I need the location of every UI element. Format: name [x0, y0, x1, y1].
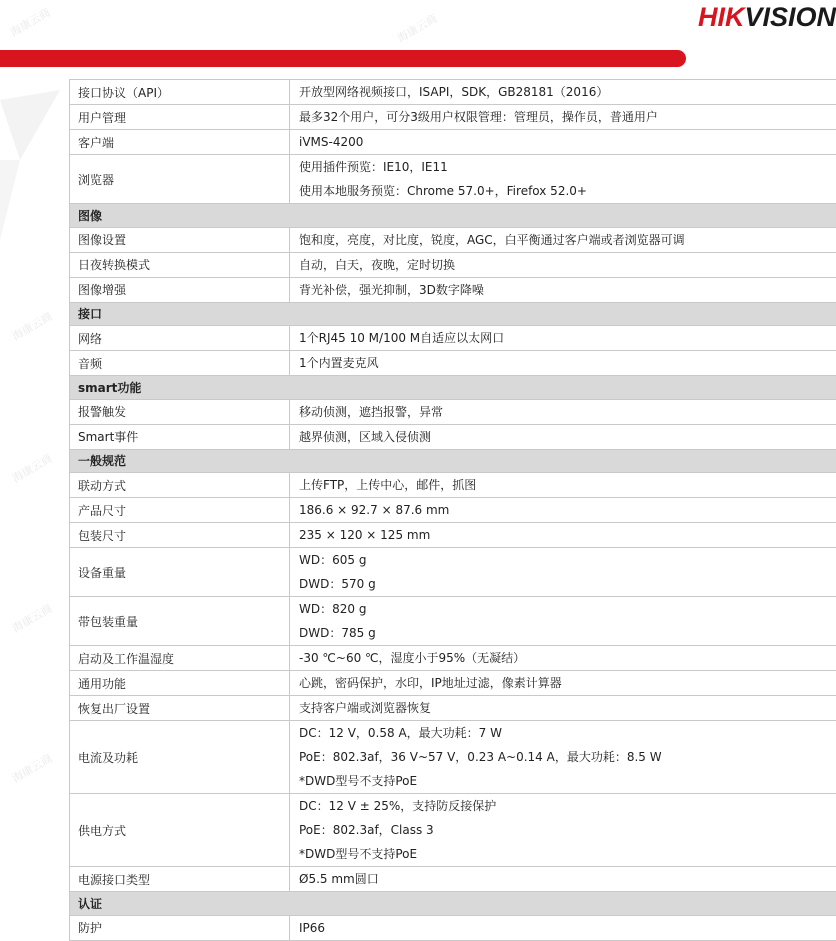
- spec-row: [70, 548, 836, 597]
- spec-value-line: 越界侦测，区域入侵侦测: [299, 425, 836, 449]
- spec-value-line: WD：820 g: [299, 597, 836, 621]
- spec-value: [290, 696, 836, 721]
- section-title: 接口: [70, 302, 836, 326]
- spec-value: [290, 523, 836, 548]
- spec-row: [70, 252, 836, 277]
- spec-value: [290, 721, 836, 794]
- spec-row: [70, 105, 836, 130]
- spec-value-line: 1个内置麦克风: [299, 351, 836, 375]
- spec-row: [70, 277, 836, 302]
- spec-row: [70, 646, 836, 671]
- spec-value-line: *DWD型号不支持PoE: [299, 769, 836, 793]
- spec-value-line: 最多32个用户，可分3级用户权限管理：管理员，操作员，普通用户: [299, 105, 836, 129]
- spec-value: [290, 80, 836, 105]
- spec-label: 产品尺寸: [70, 498, 290, 523]
- spec-value: [290, 252, 836, 277]
- spec-value: [290, 326, 836, 351]
- hikvision-logo: HIKVISION: [698, 2, 836, 33]
- spec-label: 日夜转换模式: [70, 252, 290, 277]
- spec-value-line: *DWD型号不支持PoE: [299, 842, 836, 866]
- spec-value-line: iVMS-4200: [299, 130, 836, 154]
- spec-value: [290, 105, 836, 130]
- spec-label: Smart事件: [70, 424, 290, 449]
- spec-row: [70, 424, 836, 449]
- spec-value-line: 心跳，密码保护，水印，IP地址过滤，像素计算器: [299, 671, 836, 695]
- section-title: 认证: [70, 892, 836, 916]
- spec-row: [70, 130, 836, 155]
- spec-value: [290, 130, 836, 155]
- spec-value-line: 235 × 120 × 125 mm: [299, 523, 836, 547]
- spec-row: [70, 155, 836, 204]
- spec-value-line: 开放型网络视频接口，ISAPI，SDK，GB28181（2016）: [299, 80, 836, 104]
- spec-label: 报警触发: [70, 399, 290, 424]
- spec-value: [290, 915, 836, 940]
- spec-value-line: 饱和度，亮度，对比度，锐度，AGC，白平衡通过客户端或者浏览器可调: [299, 228, 836, 252]
- spec-value-line: 使用本地服务预览：Chrome 57.0+，Firefox 52.0+: [299, 179, 836, 203]
- spec-label: 供电方式: [70, 794, 290, 867]
- spec-row: [70, 399, 836, 424]
- spec-value: [290, 646, 836, 671]
- spec-value-line: 1个RJ45 10 M/100 M自适应以太网口: [299, 326, 836, 350]
- spec-value-line: DWD：785 g: [299, 621, 836, 645]
- spec-value-line: WD：605 g: [299, 548, 836, 572]
- spec-label: 防护: [70, 915, 290, 940]
- spec-label: 网络: [70, 326, 290, 351]
- spec-value: [290, 671, 836, 696]
- spec-value: [290, 424, 836, 449]
- spec-value-line: DC：12 V ± 25%，支持防反接保护: [299, 794, 836, 818]
- spec-row: [70, 473, 836, 498]
- spec-value-line: PoE：802.3af，36 V~57 V，0.23 A~0.14 A，最大功耗：8.5 W: [299, 745, 836, 769]
- spec-value-line: 自动，白天，夜晚，定时切换: [299, 253, 836, 277]
- section-title: smart功能: [70, 376, 836, 400]
- spec-value-line: Ø5.5 mm圆口: [299, 867, 836, 891]
- spec-value-line: IP66: [299, 916, 836, 940]
- spec-value: [290, 597, 836, 646]
- spec-row: [70, 794, 836, 867]
- spec-label: 包装尺寸: [70, 523, 290, 548]
- spec-label: 电流及功耗: [70, 721, 290, 794]
- spec-value: [290, 548, 836, 597]
- spec-label: 图像设置: [70, 227, 290, 252]
- spec-value-line: 使用插件预览：IE10，IE11: [299, 155, 836, 179]
- spec-value: [290, 227, 836, 252]
- spec-value: [290, 473, 836, 498]
- watermark: 海康云商: [9, 750, 55, 786]
- watermark: 海康云商: [7, 4, 53, 40]
- spec-row: [70, 597, 836, 646]
- spec-value-line: -30 ℃~60 ℃，湿度小于95%（无凝结）: [299, 646, 836, 670]
- decorative-shape: [0, 70, 70, 270]
- spec-label: 带包装重量: [70, 597, 290, 646]
- spec-label: 电源接口类型: [70, 867, 290, 892]
- spec-value-line: 186.6 × 92.7 × 87.6 mm: [299, 498, 836, 522]
- watermark: 海康云商: [9, 450, 55, 486]
- spec-value-line: 上传FTP，上传中心，邮件，抓图: [299, 473, 836, 497]
- watermark: 海康云商: [394, 10, 440, 46]
- spec-label: 联动方式: [70, 473, 290, 498]
- spec-row: [70, 80, 836, 105]
- spec-label: 用户管理: [70, 105, 290, 130]
- header-red-bar: [0, 50, 686, 67]
- watermark: 海康云商: [9, 600, 55, 636]
- section-header: [70, 204, 836, 228]
- section-title: 一般规范: [70, 449, 836, 473]
- spec-value: [290, 277, 836, 302]
- spec-row: [70, 721, 836, 794]
- spec-row: [70, 867, 836, 892]
- spec-value: [290, 794, 836, 867]
- spec-table: [69, 79, 836, 941]
- spec-label: 客户端: [70, 130, 290, 155]
- watermark: 海康云商: [9, 308, 55, 344]
- section-header: [70, 302, 836, 326]
- spec-value: [290, 351, 836, 376]
- spec-value: [290, 155, 836, 204]
- section-header: [70, 449, 836, 473]
- spec-row: [70, 671, 836, 696]
- spec-row: [70, 326, 836, 351]
- spec-row: [70, 227, 836, 252]
- spec-value-line: 支持客户端或浏览器恢复: [299, 696, 836, 720]
- spec-row: [70, 498, 836, 523]
- spec-value-line: DWD：570 g: [299, 572, 836, 596]
- spec-value: [290, 399, 836, 424]
- spec-label: 恢复出厂设置: [70, 696, 290, 721]
- section-header: [70, 892, 836, 916]
- spec-row: [70, 351, 836, 376]
- spec-row: [70, 696, 836, 721]
- spec-value-line: PoE：802.3af，Class 3: [299, 818, 836, 842]
- section-title: 图像: [70, 204, 836, 228]
- spec-label: 通用功能: [70, 671, 290, 696]
- spec-value-line: DC：12 V，0.58 A，最大功耗：7 W: [299, 721, 836, 745]
- spec-row: [70, 523, 836, 548]
- spec-row: [70, 915, 836, 940]
- spec-label: 图像增强: [70, 277, 290, 302]
- spec-value: [290, 498, 836, 523]
- spec-label: 音频: [70, 351, 290, 376]
- spec-label: 启动及工作温湿度: [70, 646, 290, 671]
- spec-label: 接口协议（API）: [70, 80, 290, 105]
- spec-value-line: 移动侦测，遮挡报警，异常: [299, 400, 836, 424]
- spec-value: [290, 867, 836, 892]
- section-header: [70, 376, 836, 400]
- spec-label: 浏览器: [70, 155, 290, 204]
- spec-value-line: 背光补偿，强光抑制，3D数字降噪: [299, 278, 836, 302]
- spec-label: 设备重量: [70, 548, 290, 597]
